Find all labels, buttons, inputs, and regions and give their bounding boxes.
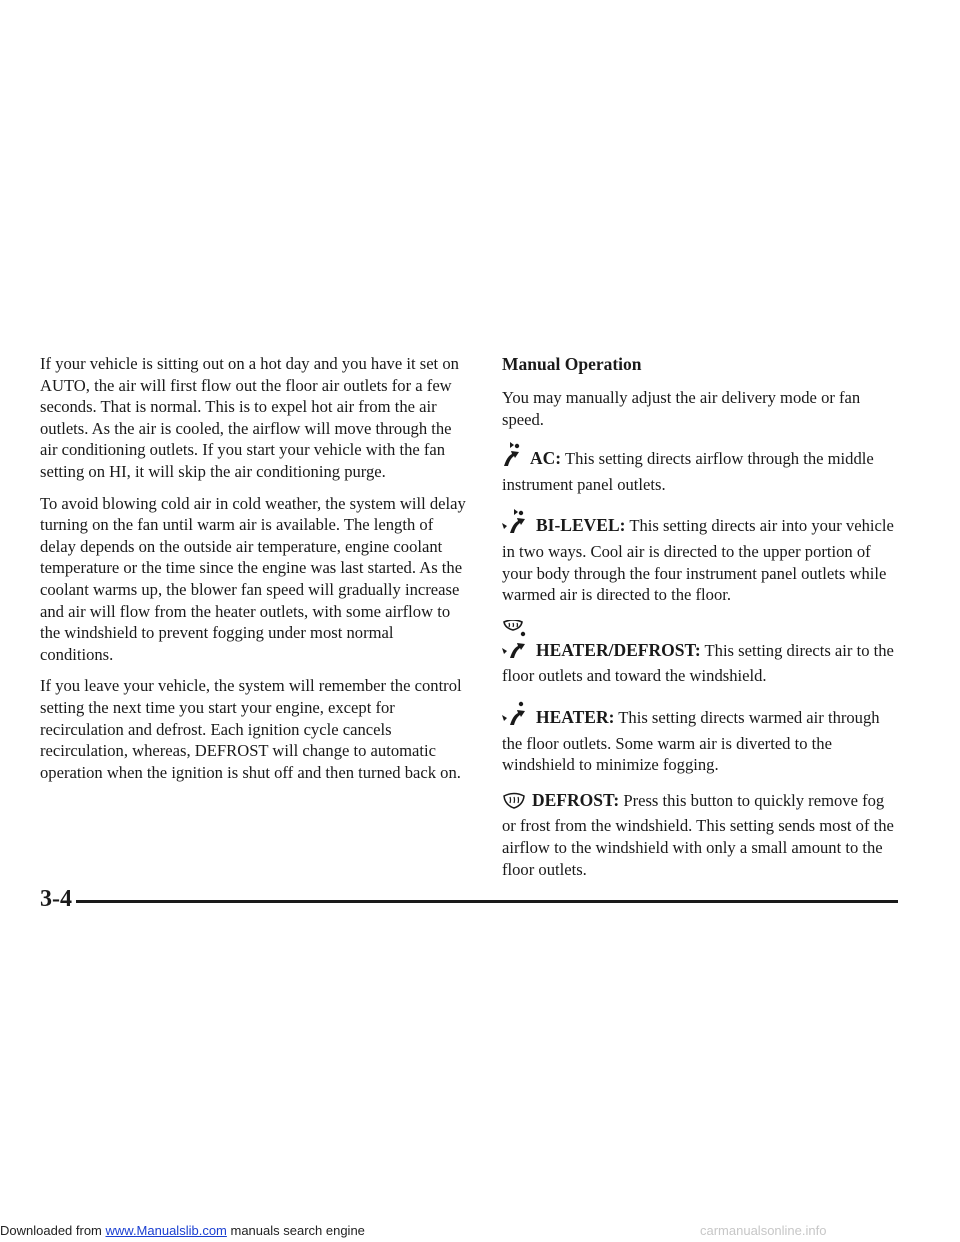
manualslib-link[interactable]: www.Manualslib.com [105,1223,227,1238]
footer-divider [76,900,898,903]
download-footer-suffix: manuals search engine [226,1223,365,1238]
download-footer-prefix: Downloaded from [0,1223,106,1238]
mode-defrost-label: DEFROST: [532,789,620,810]
intro-text: You may manually adjust the air delivery mode or fan speed. [502,388,861,429]
heater-defrost-icon [502,620,530,666]
paragraph-auto-purge: If your vehicle is sitting out on a hot day and you have it set on AUTO, the air will first flow out the floor air outlets for a few seconds. That is normal. This is to expel hot air from the air outlets. As the air is cooled, the airflow will move through the air conditioning outlets. If you start your vehicle with the fan setting on HI, it will skip the air conditioning purge. [40,354,459,481]
mode-heater-defrost-label: HEATER/DEFROST: [536,639,701,660]
section-title: Manual Operation [502,354,642,374]
watermark-text: carmanualsonline.info [700,1223,827,1238]
left-column [40,353,470,793]
mode-bi-level [502,509,902,605]
mode-ac [502,442,902,495]
mode-heater-defrost [502,620,902,687]
mode-bi-level-text: This setting directs air into your vehicle in two ways. Cool air is directed to the upper portion of your body through the four instrument panel outlets while warmed air is directed to the floor. [502,516,894,605]
mode-bi-level-label: BI-LEVEL: [536,515,626,536]
ac-vent-icon [502,442,524,474]
mode-ac-label: AC: [530,448,562,469]
paragraph-remember-setting: If you leave your vehicle, the system will remember the control setting the next time you start your engine, except for recirculation and defrost. Each ignition cycle cancels recirculation, whereas, DEFROST will change to automatic operation when the ignition is shut off and then turned back on. [40,676,462,782]
mode-defrost [502,790,902,880]
right-column [502,353,902,894]
mode-heater-defrost-text: This setting directs air to the floor outlets and toward the windshield. [502,640,894,686]
bi-level-icon [502,509,530,541]
page-number: 3-4 [40,886,72,912]
mode-defrost-text: Press this button to quickly remove fog or frost from the windshield. This setting sends most of the airflow to the windshield with only a small amount to the floor outlets. [502,790,894,879]
mode-ac-text: This setting directs airflow through the middle instrument panel outlets. [502,449,874,494]
mode-heater-label: HEATER: [536,706,615,727]
paragraph-cold-weather: To avoid blowing cold air in cold weather, the system will delay turning on the fan until warm air is available. The length of delay depends on the outside air temperature, engine coolant temperature or the time since the engine was last started. As the coolant warms up, the blower fan speed will gradually increase and air will flow from the heater outlets, with some airflow to the windshield to prevent fogging under most normal conditions. [40,493,466,664]
heater-icon [502,701,530,733]
defrost-icon [502,792,526,816]
download-footer [0,1223,960,1242]
mode-heater-text: This setting directs warmed air through the floor outlets. Some warm air is diverted to the windshield to minimize fogging. [502,707,880,775]
mode-heater [502,701,902,776]
